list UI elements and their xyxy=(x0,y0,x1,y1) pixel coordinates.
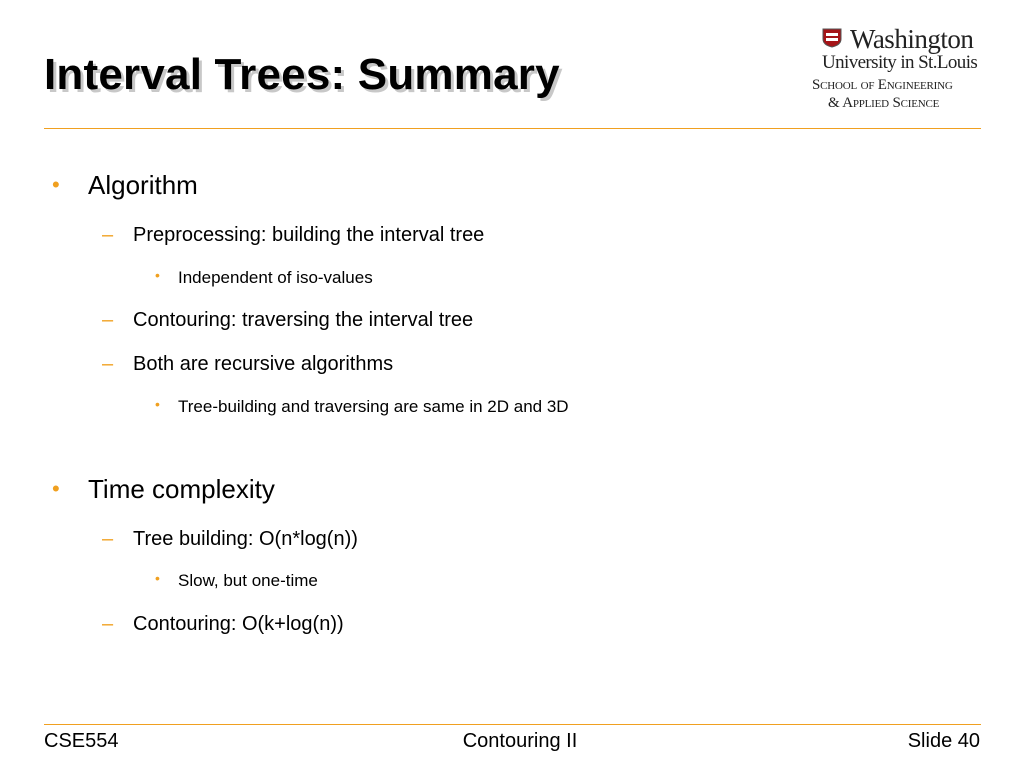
list-item-text: Independent of iso-values xyxy=(178,268,373,287)
logo-line-school: School of Engineering xyxy=(812,77,953,93)
bullet-marker: • xyxy=(155,570,160,586)
list-item-text: Preprocessing: building the interval tree xyxy=(133,224,485,246)
logo-line-applied: & Applied Science xyxy=(828,95,940,111)
list-item-text: Tree building: O(n*log(n)) xyxy=(133,528,358,550)
dash-marker: – xyxy=(102,613,114,635)
dash-marker: – xyxy=(102,353,114,375)
title-divider xyxy=(44,128,981,129)
list-item-text: Time complexity xyxy=(88,474,275,504)
bullet-marker: • xyxy=(155,267,160,283)
footer-course: CSE554 xyxy=(44,730,119,752)
bullet-marker: • xyxy=(52,172,60,197)
dash-marker: – xyxy=(102,309,114,331)
university-logo xyxy=(812,24,984,116)
footer-slide-number: Slide 40 xyxy=(907,730,980,752)
slide-title: Interval Trees: Summary xyxy=(44,50,560,99)
dash-marker: – xyxy=(102,528,114,550)
list-item-text: Contouring: traversing the interval tree xyxy=(133,309,474,331)
list-item-text: Contouring: O(k+log(n)) xyxy=(133,613,344,635)
footer-topic: Contouring II xyxy=(462,730,578,752)
footer-divider xyxy=(44,724,981,725)
list-item-text: Both are recursive algorithms xyxy=(133,353,394,375)
list-item-text: Slow, but one-time xyxy=(178,571,318,590)
bullet-marker: • xyxy=(155,396,160,412)
list-item-text: Tree-building and traversing are same in 2D and 3D xyxy=(178,397,569,416)
logo-line-university: University in St.Louis xyxy=(822,52,978,73)
list-item-text: Algorithm xyxy=(88,170,198,200)
dash-marker: – xyxy=(102,224,114,246)
bullet-marker: • xyxy=(52,476,60,501)
logo-line-washington: Washington xyxy=(850,24,974,54)
crest-icon xyxy=(822,28,842,48)
